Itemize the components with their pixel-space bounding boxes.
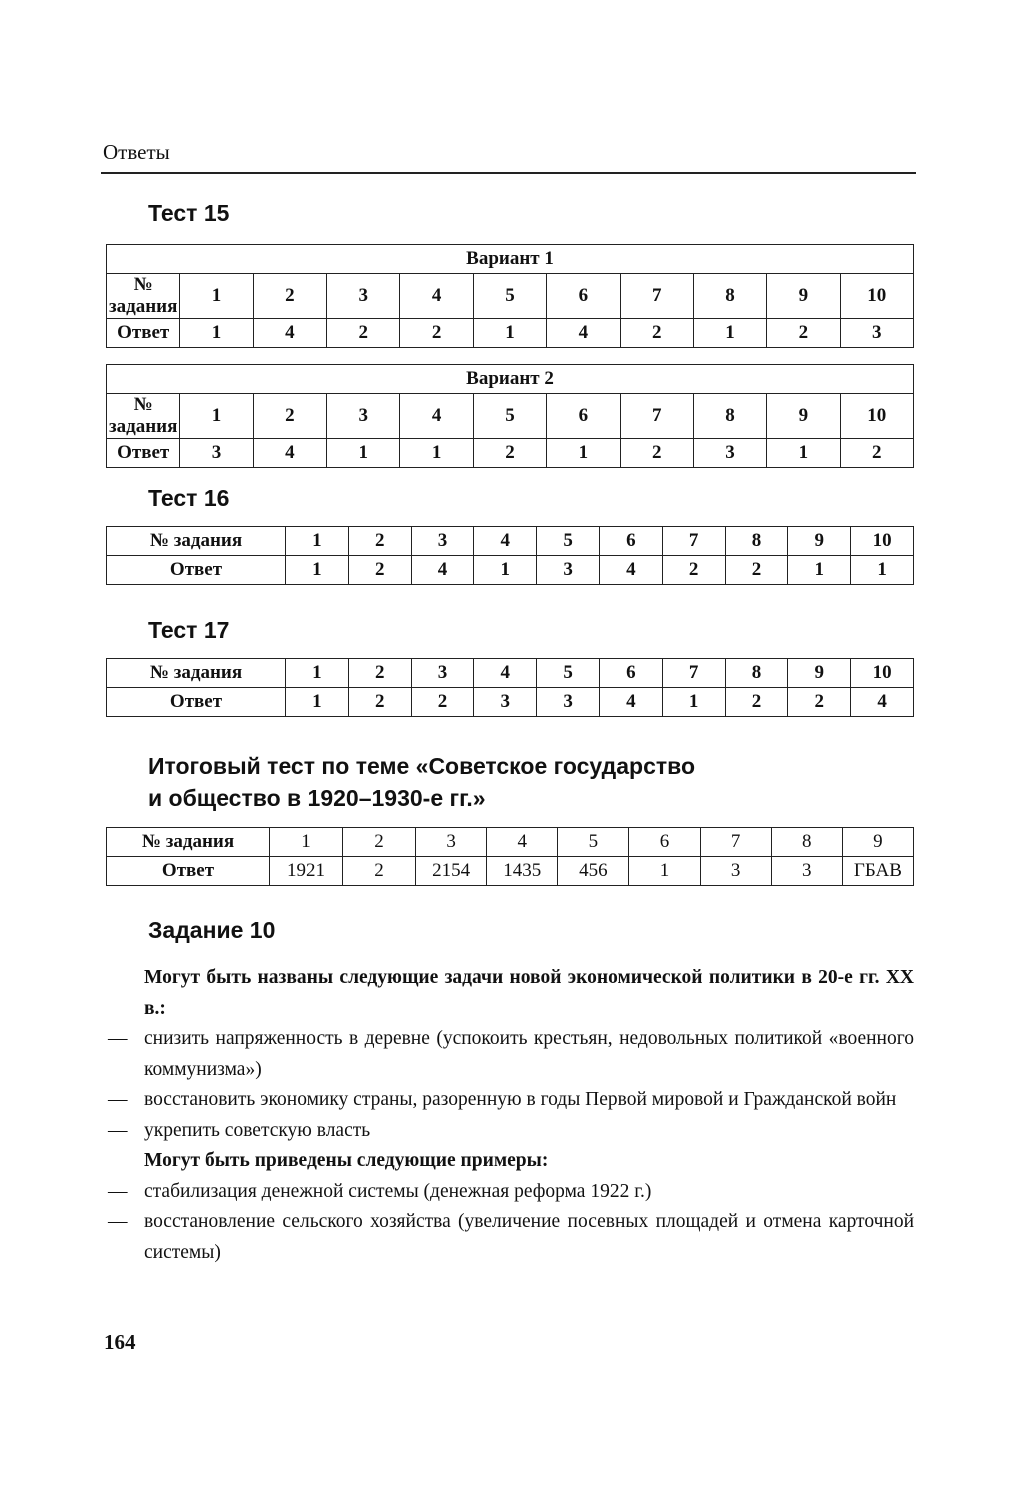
answer-cell: 3: [700, 857, 771, 886]
task-row: [107, 394, 914, 439]
task-number: 2: [253, 274, 326, 319]
answer-cell: 2: [725, 556, 788, 585]
task-number: 4: [487, 828, 558, 857]
task-number: 4: [474, 527, 537, 556]
task-number: 1: [286, 527, 349, 556]
task-number: 4: [474, 659, 537, 688]
task-number: 9: [842, 828, 913, 857]
test-17-table: [106, 658, 914, 717]
answer-cell: 1: [547, 439, 620, 468]
task-label: № задания: [107, 394, 180, 439]
test-15-variant-1-table: [106, 244, 914, 348]
task-number: 8: [725, 527, 788, 556]
task-number: 5: [537, 527, 600, 556]
task-number: 7: [700, 828, 771, 857]
answer-cell: 2: [327, 319, 400, 348]
answer-cell: 1: [286, 556, 349, 585]
answer-cell: 1: [788, 556, 851, 585]
task-number: 6: [547, 394, 620, 439]
answer-cell: 3: [771, 857, 842, 886]
dash-marker: —: [108, 1119, 128, 1141]
task-number: 8: [771, 828, 842, 857]
answer-cell: ГБАВ: [842, 857, 913, 886]
task-label: № задания: [107, 527, 286, 556]
goal-text: снизить напряженность в деревне (успокоить крестьян, недовольных политикой «военного коммунизма»): [144, 1028, 914, 1080]
task-number: 3: [327, 394, 400, 439]
answer-cell: 1: [693, 319, 766, 348]
final-test-table: [106, 827, 914, 886]
task-number: 6: [547, 274, 620, 319]
task-label: № задания: [107, 828, 270, 857]
task-number: 9: [788, 527, 851, 556]
task-label: № задания: [107, 274, 180, 319]
task-row: [107, 828, 914, 857]
answer-cell: 2: [348, 688, 411, 717]
task-number: 7: [620, 274, 693, 319]
answer-cell: 3: [474, 688, 537, 717]
answer-cell: 4: [253, 319, 326, 348]
test-17-heading: Тест 17: [148, 617, 230, 643]
task-number: 2: [253, 394, 326, 439]
task-number: 10: [851, 527, 914, 556]
dash-marker: —: [108, 1089, 128, 1110]
task-number: 6: [629, 828, 700, 857]
answer-cell: 1: [767, 439, 840, 468]
task-number: 8: [693, 274, 766, 319]
answer-cell: 1: [400, 439, 473, 468]
final-test-title-line-1: Итоговый тест по теме «Советское государство: [148, 753, 696, 779]
answer-cell: 4: [547, 319, 620, 348]
answer-cell: 2: [473, 439, 546, 468]
task-row: [107, 527, 914, 556]
answer-row: [107, 439, 914, 468]
test-15-variant-2-table: [106, 364, 914, 468]
answer-cell: 3: [693, 439, 766, 468]
answer-row: [107, 556, 914, 585]
task-number: 10: [840, 274, 913, 319]
task-number: 2: [343, 828, 416, 857]
task-number: 9: [767, 274, 840, 319]
answer-cell: 4: [411, 556, 474, 585]
goal-text: восстановить экономику страны, разоренную в годы Первой мировой и Гражданской войн: [144, 1089, 897, 1110]
list-item: [104, 1177, 914, 1208]
task-number: 3: [416, 828, 487, 857]
task-number: 10: [851, 659, 914, 688]
test-16-table: [106, 526, 914, 585]
list-item: [104, 1207, 914, 1268]
answer-cell: 4: [599, 688, 662, 717]
task-10-intro: Могут быть названы следующие задачи новой экономической политики в 20-е гг. XX в.:: [144, 967, 914, 1019]
answer-cell: 456: [558, 857, 629, 886]
dash-marker: —: [108, 1180, 128, 1202]
answer-cell: 2: [411, 688, 474, 717]
answer-row: [107, 319, 914, 348]
task-number: 5: [473, 274, 546, 319]
answer-cell: 2154: [416, 857, 487, 886]
answer-row: [107, 857, 914, 886]
answer-cell: 3: [537, 556, 600, 585]
answer-cell: 4: [253, 439, 326, 468]
answer-cell: 2: [343, 857, 416, 886]
task-number: 6: [599, 659, 662, 688]
answer-label: Ответ: [107, 319, 180, 348]
answer-cell: 1: [629, 857, 700, 886]
header-rule: [101, 172, 916, 174]
task-number: 8: [693, 394, 766, 439]
answer-cell: 2: [725, 688, 788, 717]
answer-cell: 3: [537, 688, 600, 717]
answer-cell: 1: [327, 439, 400, 468]
task-number: 1: [180, 274, 253, 319]
task-row: [107, 659, 914, 688]
task-number: 4: [400, 394, 473, 439]
answer-cell: 3: [180, 439, 253, 468]
variant-caption: Вариант 1: [107, 245, 914, 274]
answer-cell: 2: [348, 556, 411, 585]
answer-cell: 1: [474, 556, 537, 585]
answer-cell: 1: [180, 319, 253, 348]
task-10-body: [104, 963, 914, 1268]
answer-cell: 2: [400, 319, 473, 348]
test-16-heading: Тест 16: [148, 485, 230, 511]
task-number: 2: [348, 659, 411, 688]
answer-label: Ответ: [107, 439, 180, 468]
answer-cell: 1921: [270, 857, 343, 886]
answer-cell: 3: [840, 319, 913, 348]
answer-cell: 2: [620, 319, 693, 348]
answer-row: [107, 688, 914, 717]
task-number: 6: [599, 527, 662, 556]
task-number: 7: [662, 659, 725, 688]
task-10-heading: Задание 10: [148, 917, 276, 943]
answer-cell: 2: [620, 439, 693, 468]
task-row: [107, 274, 914, 319]
answer-label: Ответ: [107, 556, 286, 585]
answer-label: Ответ: [107, 857, 270, 886]
task-number: 3: [411, 527, 474, 556]
answer-cell: 1: [662, 688, 725, 717]
answer-cell: 2: [788, 688, 851, 717]
task-number: 5: [558, 828, 629, 857]
list-item: [104, 1116, 914, 1147]
task-number: 1: [180, 394, 253, 439]
task-number: 7: [620, 394, 693, 439]
task-number: 9: [788, 659, 851, 688]
task-number: 3: [327, 274, 400, 319]
dash-marker: —: [108, 1211, 128, 1232]
dash-marker: —: [108, 1028, 128, 1049]
answer-label: Ответ: [107, 688, 286, 717]
answer-cell: 1: [286, 688, 349, 717]
answer-cell: 2: [767, 319, 840, 348]
examples-intro: Могут быть приведены следующие примеры:: [144, 1150, 549, 1171]
task-number: 10: [840, 394, 913, 439]
test-15-heading: Тест 15: [148, 200, 230, 226]
task-number: 1: [286, 659, 349, 688]
task-label: № задания: [107, 659, 286, 688]
task-number: 9: [767, 394, 840, 439]
example-text: восстановление сельского хозяйства (увеличение посевных площадей и отмена карточной системы): [144, 1211, 914, 1263]
task-number: 4: [400, 274, 473, 319]
list-item: [104, 1085, 914, 1116]
task-number: 7: [662, 527, 725, 556]
task-number: 3: [411, 659, 474, 688]
task-number: 8: [725, 659, 788, 688]
answer-cell: 4: [851, 688, 914, 717]
answer-cell: 1: [473, 319, 546, 348]
page-number: 164: [104, 1330, 136, 1354]
answer-cell: 1435: [487, 857, 558, 886]
running-header: Ответы: [103, 140, 170, 164]
example-text: стабилизация денежной системы (денежная реформа 1922 г.): [144, 1180, 652, 1202]
variant-caption: Вариант 2: [107, 365, 914, 394]
goal-text: укрепить советскую власть: [144, 1119, 371, 1141]
answer-cell: 4: [599, 556, 662, 585]
task-number: 5: [537, 659, 600, 688]
final-test-title-line-2: и общество в 1920–1930-е гг.»: [148, 785, 486, 811]
answer-cell: 1: [851, 556, 914, 585]
task-number: 5: [473, 394, 546, 439]
task-number: 1: [270, 828, 343, 857]
answer-cell: 2: [840, 439, 913, 468]
final-test-heading: [148, 750, 695, 814]
task-number: 2: [348, 527, 411, 556]
answer-cell: 2: [662, 556, 725, 585]
list-item: [104, 1024, 914, 1085]
